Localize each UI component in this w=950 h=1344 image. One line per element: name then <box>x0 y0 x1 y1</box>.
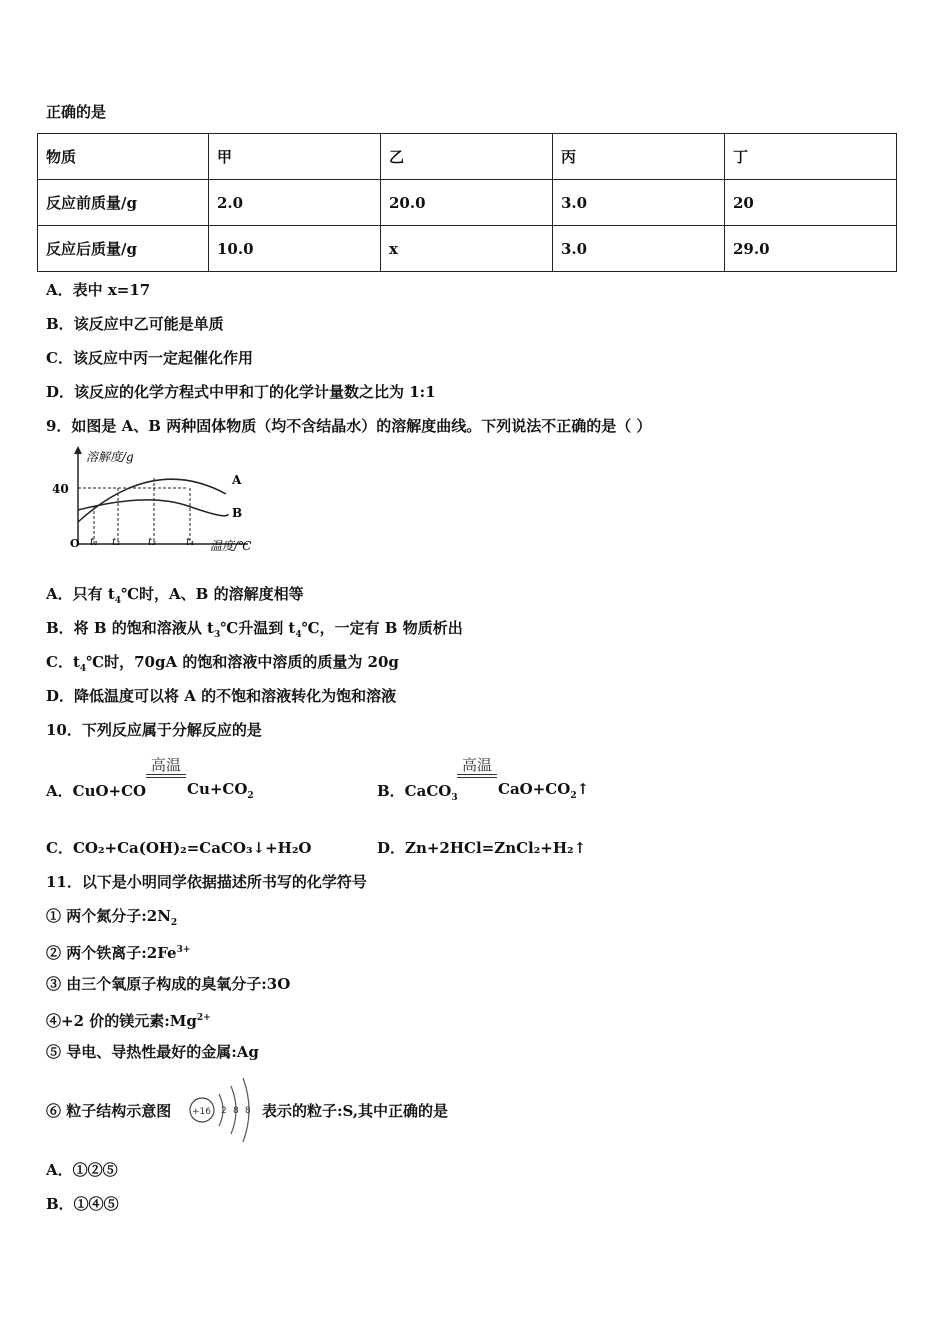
table-cell: 反应后质量/g <box>38 226 209 272</box>
q11-option-b: B．①④⑤ <box>46 1195 119 1213</box>
q11-item-2: ② 两个铁离子$:2Fe^{3+}$ <box>46 944 191 962</box>
shell-3-count: 8 <box>245 1106 251 1116</box>
origin-label: O <box>70 537 80 550</box>
q11-item-6-pre: ⑥ 粒子结构示意图 <box>46 1102 172 1120</box>
table-cell: 3.0 <box>553 180 725 226</box>
q11-item-3: ③ 由三个氧原子构成的臭氧分子:3O <box>46 975 291 993</box>
table-cell: 3.0 <box>553 226 725 272</box>
q10-option-d: D．Zn+2HCl=ZnCl₂+H₂↑ <box>377 839 587 857</box>
q8-option-b: B．该反应中乙可能是单质 <box>46 315 224 333</box>
atom-structure-diagram <box>187 1076 257 1144</box>
x-tick-t4: t₄ <box>186 537 195 548</box>
table-cell: 20.0 <box>381 180 553 226</box>
q10-option-b-right: $CaO+CO_2↑$ <box>498 780 590 801</box>
q10-option-c: C．CO₂+Ca(OH)₂=CaCO₃↓+H₂O <box>46 839 312 857</box>
x-tick-t1: t₁ <box>90 537 99 548</box>
q11-item-1: ① 两个氮分子$:2N_2$ <box>46 907 178 928</box>
q11-option-a: A．①②⑤ <box>46 1161 118 1179</box>
q10-option-b-left: B．CaCO$_3$ <box>377 782 458 803</box>
q8-option-a: A．表中 x=17 <box>46 281 151 299</box>
table-cell: 甲 <box>209 134 381 180</box>
series-label-B: B <box>232 506 243 520</box>
q9-option-c: C．$t_4℃$时，70gA 的饱和溶液中溶质的质量为 20g <box>46 653 399 674</box>
table-cell: 丙 <box>553 134 725 180</box>
solubility-curve-figure <box>48 444 288 554</box>
curve-B <box>78 500 228 516</box>
table-cell: x <box>381 226 553 272</box>
y-tick-40: 40 <box>52 482 69 496</box>
q11-item-5: ⑤ 导电、导热性最好的金属:Ag <box>46 1043 259 1061</box>
mass-table <box>37 133 897 272</box>
series-label-A: A <box>232 473 242 487</box>
nucleus-charge: +16 <box>192 1107 211 1117</box>
table-header-row <box>38 134 897 180</box>
q10-option-a-right: $Cu+CO_2$ <box>187 780 254 801</box>
table-cell: 乙 <box>381 134 553 180</box>
q11-item-6-post: 表示的粒子:S,其中正确的是 <box>262 1102 449 1120</box>
table-cell: 2.0 <box>209 180 381 226</box>
table-cell: 10.0 <box>209 226 381 272</box>
table-cell: 物质 <box>38 134 209 180</box>
q8-option-c: C．该反应中丙一定起催化作用 <box>46 349 253 367</box>
q9-option-d: D．降低温度可以将 A 的不饱和溶液转化为饱和溶液 <box>46 687 397 705</box>
q9-stem: 9．如图是 A、B 两种固体物质（均不含结晶水）的溶解度曲线。下列说法不正确的是（ ） <box>46 417 652 435</box>
x-tick-t3: t₃ <box>148 537 157 548</box>
y-axis-label: 溶解度/g <box>86 450 134 464</box>
shell-1-count: 2 <box>221 1106 227 1116</box>
q11-item-4: ④+2 价的镁元素$:Mg^{2+}$ <box>46 1012 211 1030</box>
high-temp-arrow-b: 高温 <box>457 756 497 778</box>
q11-stem: 11．以下是小明同学依据描述所书写的化学符号 <box>46 873 367 891</box>
q9-option-b: B．将 B 的饱和溶液从 $t_3℃$升温到 $t_4℃$，一定有 B 物质析出 <box>46 619 463 640</box>
intro-text: 正确的是 <box>46 103 107 121</box>
x-axis-label: 温度/℃ <box>210 539 252 553</box>
table-cell: 29.0 <box>725 226 897 272</box>
q9-option-a: A．只有 $t_4℃$时，A、B 的溶解度相等 <box>46 585 304 606</box>
high-temp-arrow-a: 高温 <box>146 756 186 778</box>
table-cell: 反应前质量/g <box>38 180 209 226</box>
shell-2-count: 8 <box>233 1106 239 1116</box>
table-cell: 丁 <box>725 134 897 180</box>
table-row <box>38 180 897 226</box>
x-tick-t2: t₂ <box>112 537 121 548</box>
table-cell: 20 <box>725 180 897 226</box>
q8-option-d: D．该反应的化学方程式中甲和丁的化学计量数之比为 1:1 <box>46 383 436 401</box>
table-row <box>38 226 897 272</box>
q10-option-a-left: A．CuO+CO <box>46 782 147 800</box>
q10-stem: 10．下列反应属于分解反应的是 <box>46 721 262 739</box>
